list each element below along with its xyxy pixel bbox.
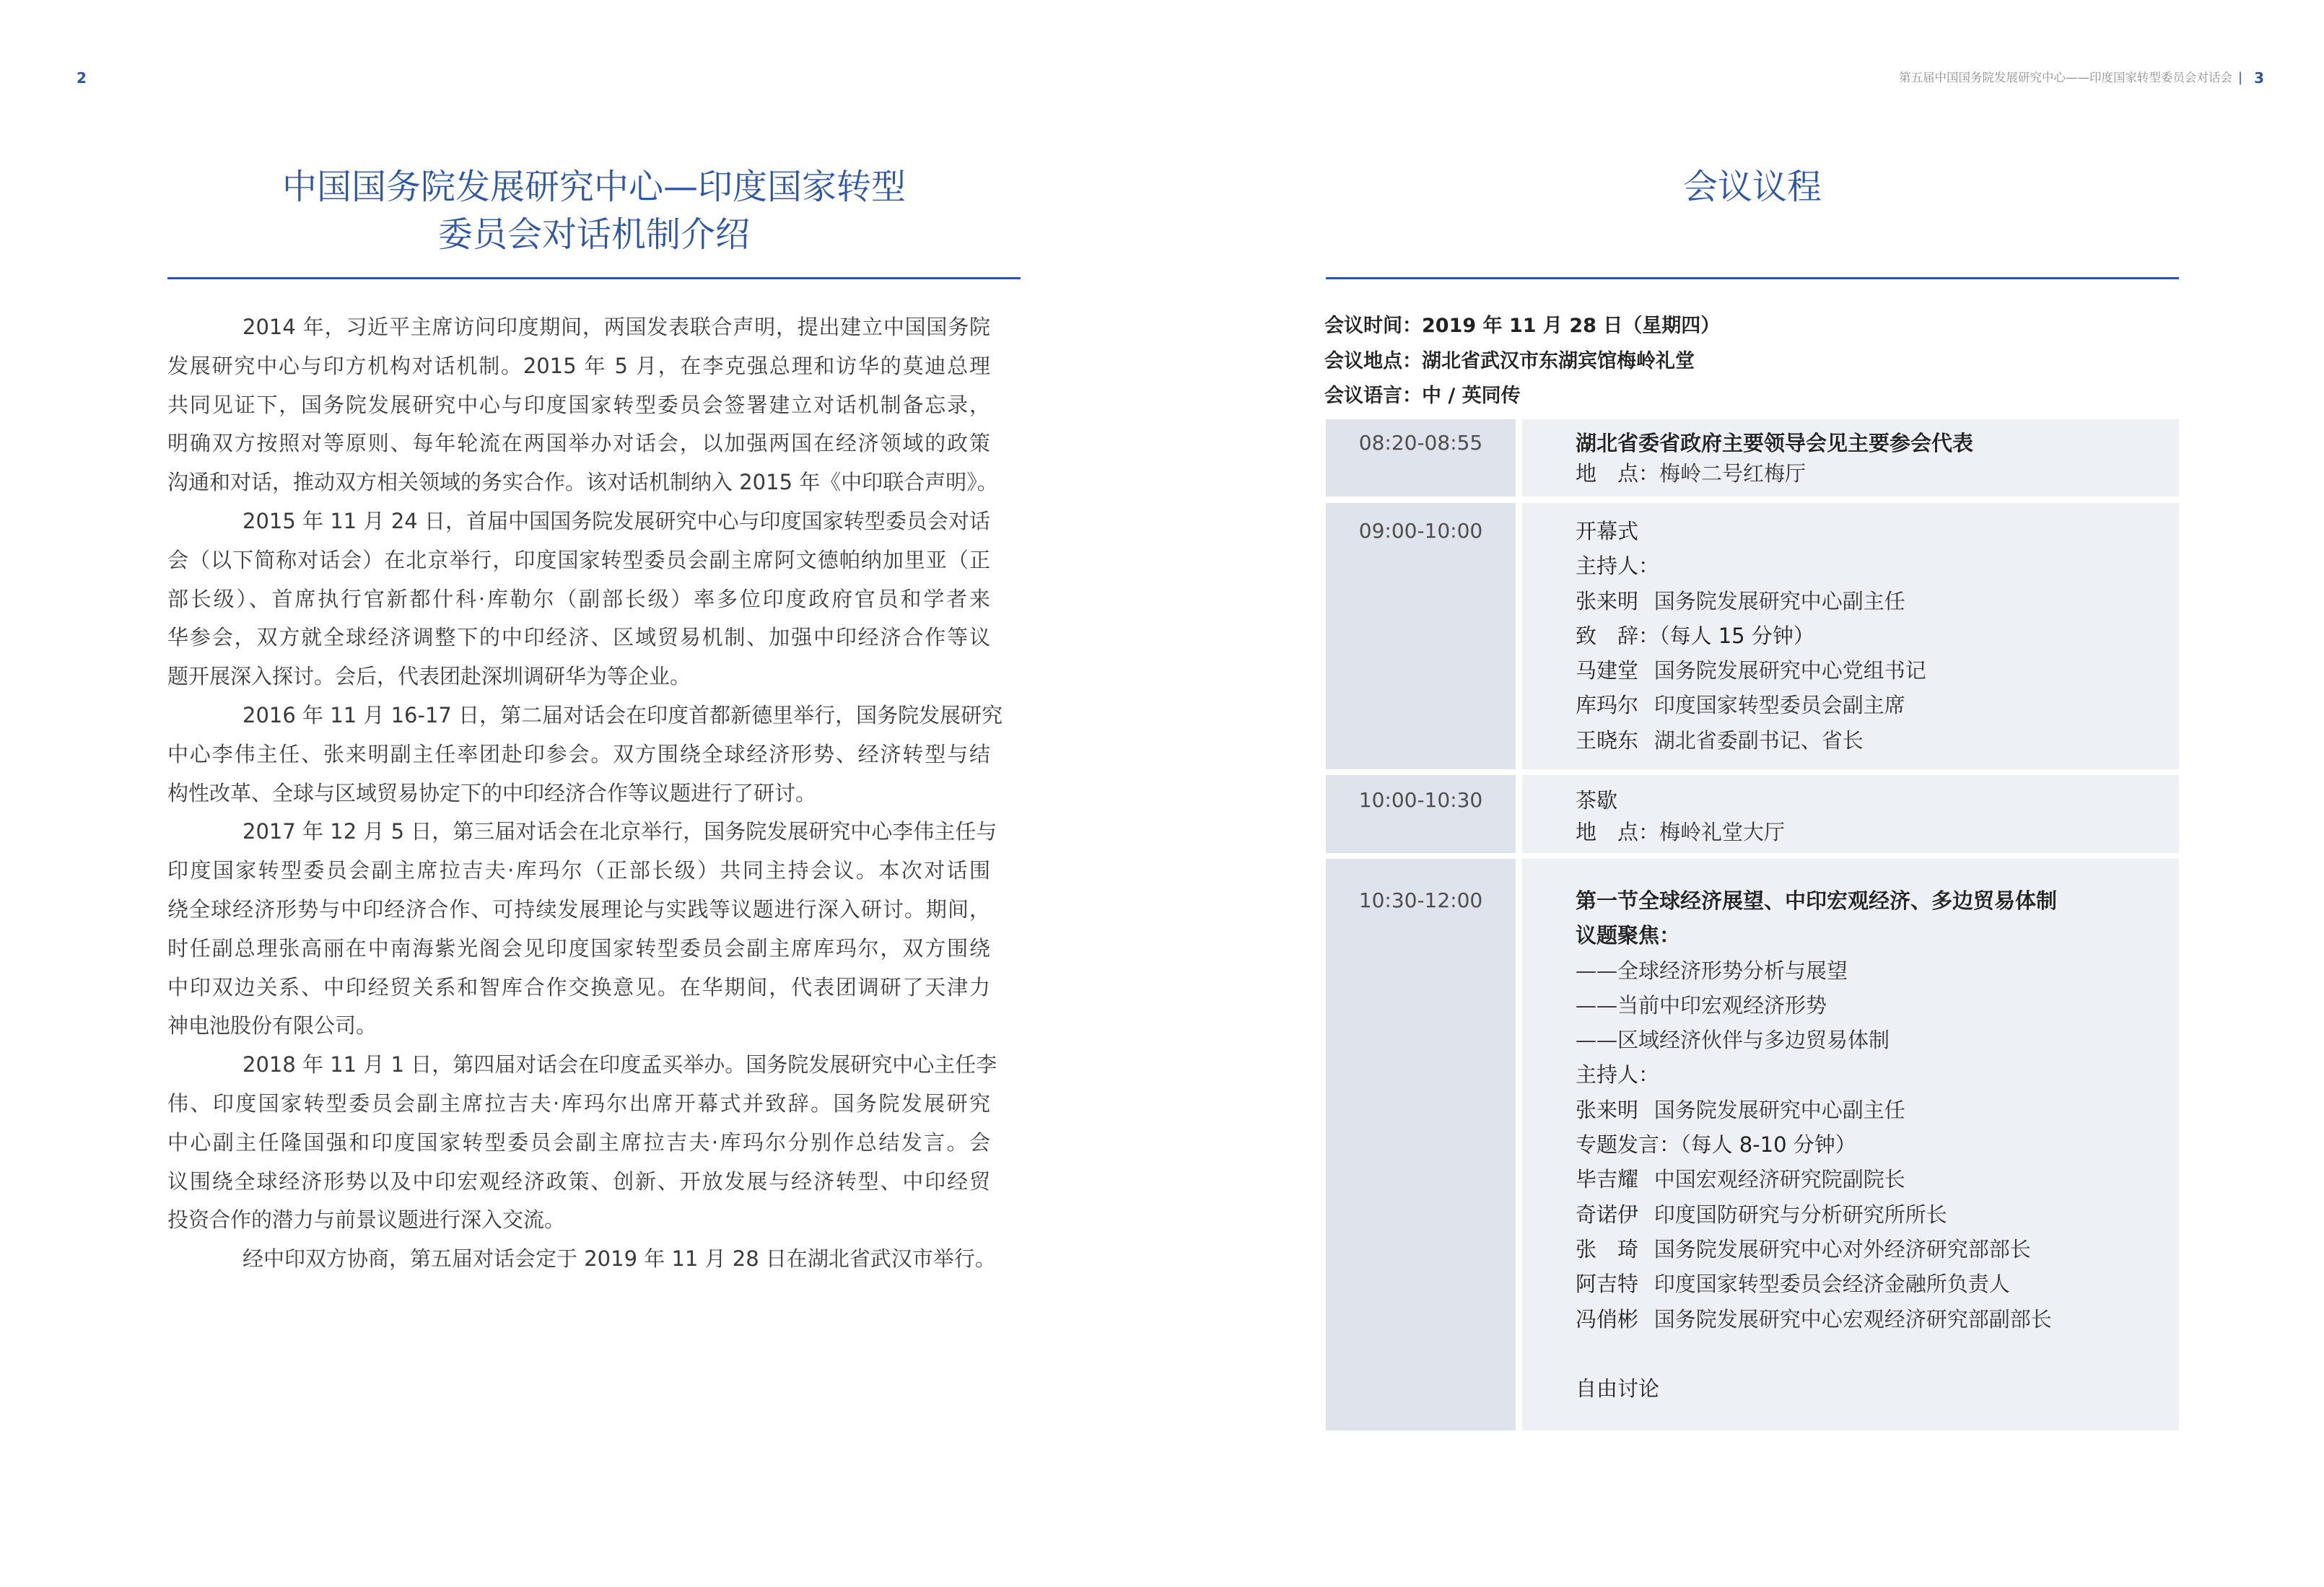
title-divider: [167, 277, 1021, 279]
meeting-venue: [1324, 344, 1720, 380]
page-number: 3: [2254, 69, 2264, 87]
speaker-role: 印度国防研究与分析研究所所长: [1654, 1202, 1947, 1227]
body-line: 中心副主任隆国强和印度国家转型委员会副主席拉吉夫·库玛尔分别作总结发言。会: [167, 1129, 990, 1155]
body-line: 伟、印度国家转型委员会副主席拉吉夫·库玛尔出席开幕式并致辞。国务院发展研究: [167, 1090, 990, 1116]
body-line: 沟通和对话，推动双方相关领域的务实合作。该对话机制纳入 2015 年《中印联合声明》。: [167, 470, 998, 495]
meta-value: 湖北省武汉市东湖宾馆梅岭礼堂: [1422, 349, 1695, 372]
title-divider: [1326, 277, 2179, 279]
topic-line: ——当前中印宏观经济形势: [1576, 992, 1827, 1018]
body-line: 共同见证下，国务院发展研究中心与印度国家转型委员会签署建立对话机制备忘录，: [167, 392, 990, 417]
speaker-line: [1576, 584, 2179, 618]
agenda-item-title: 茶歇: [1576, 788, 1618, 813]
body-line: 发展研究中心与印方机构对话机制。2015 年 5 月，在李克强总理和访华的莫迪总理: [167, 353, 990, 378]
meeting-time: [1324, 309, 1720, 344]
content-cell: [1522, 419, 2179, 497]
body-line: 明确双方按照对等原则、每年轮流在两国举办对话会，以加强两国在经济领域的政策: [167, 431, 990, 456]
body-line: 会（以下简称对话会）在北京举行，印度国家转型委员会副主席阿文德帕纳加里亚（正: [167, 547, 990, 572]
body-line: 绕全球经济形势与中印经济合作、可持续发展理论与实践等议题进行深入研讨。期间，: [167, 896, 990, 922]
paragraph: [167, 813, 997, 1046]
body-line: 印度国家转型委员会副主席拉吉夫·库玛尔（正部长级）共同主持会议。本次对话围: [167, 858, 990, 883]
speaker-role: 湖北省委副书记、省长: [1654, 727, 1864, 753]
paragraph: [167, 1046, 997, 1240]
meeting-info: [1324, 309, 1720, 414]
body-line: 神电池股份有限公司。: [167, 1013, 377, 1039]
content-cell: [1522, 775, 2179, 853]
speaker-line: [1576, 1162, 2179, 1197]
speaker-name: 王晓东: [1576, 727, 1639, 753]
paragraph: [167, 502, 990, 696]
body-line: 2015 年 11 月 24 日，首届中国国务院发展研究中心与印度国家转型委员会对话: [243, 508, 990, 533]
meta-label: 会议时间：: [1324, 315, 1422, 337]
speaker-line: [1576, 1267, 2179, 1301]
paragraph: [167, 696, 1003, 813]
venue-label: 地 点：: [1576, 820, 1660, 844]
venue-line: [1576, 816, 2179, 848]
agenda-item-title: 湖北省委省政府主要领导会见主要参会代表: [1576, 431, 1974, 455]
speaker-name: 马建堂: [1576, 658, 1639, 683]
speaker-role: 国务院发展研究中心宏观经济研究部副部长: [1654, 1306, 2052, 1332]
body-line: 华参会，双方就全球经济调整下的中印经济、区域贸易机制、加强中印经济合作等议: [167, 625, 990, 650]
body-line: 经中印双方协商，第五届对话会定于 2019 年 11 月 28 日在湖北省武汉市举行。: [243, 1246, 996, 1272]
body-line: 中心李伟主任、张来明副主任率团赴印参会。双方围绕全球经济形势、经济转型与结: [167, 741, 990, 766]
meta-label: 会议地点：: [1324, 349, 1422, 372]
section-label: 专题发言：（每人 8-10 分钟）: [1576, 1132, 1856, 1158]
speaker-role: 印度国家转型委员会经济金融所负责人: [1654, 1272, 2010, 1297]
paragraph: [167, 308, 998, 502]
body-line: 投资合作的潜力与前景议题进行深入交流。: [167, 1207, 566, 1233]
speaker-line: [1576, 1302, 2179, 1337]
meeting-language: [1324, 379, 1720, 414]
agenda-item-title: 第一节全球经济展望、中印宏观经济、多边贸易体制: [1576, 888, 2058, 913]
paragraph: [167, 1240, 996, 1279]
speaker-name: 库玛尔: [1576, 693, 1639, 718]
body-line: 时任副总理张高丽在中南海紫光阁会见印度国家转型委员会副主席库玛尔，双方围绕: [167, 935, 990, 961]
venue-line: [1576, 458, 2179, 489]
topic-line: ——全球经济形势分析与展望: [1576, 958, 1848, 983]
time-cell: 10:00-10:30: [1326, 775, 1516, 853]
time-cell: 08:20-08:55: [1326, 419, 1516, 497]
speaker-line: [1576, 688, 2179, 722]
agenda-row: [1326, 503, 2179, 769]
meta-value: 中 / 英同传: [1422, 385, 1521, 407]
agenda-item-title: 开幕式: [1576, 519, 1639, 543]
speaker-line: [1576, 1093, 2179, 1127]
speaker-role: 国务院发展研究中心副主任: [1654, 1097, 1905, 1122]
section-title: [167, 163, 1021, 258]
speaker-name: 奇诺伊: [1576, 1202, 1639, 1227]
speaker-name: 张来明: [1576, 1097, 1639, 1122]
body-line: 题开展深入探讨。会后，代表团赴深圳调研华为等企业。: [167, 664, 691, 689]
speaker-role: 印度国家转型委员会副主席: [1654, 693, 1905, 718]
speaker-name: 毕吉耀: [1576, 1167, 1639, 1192]
speaker-role: 国务院发展研究中心党组书记: [1654, 658, 1926, 683]
section-label: 主持人：: [1576, 554, 1660, 579]
page-number: 2: [77, 69, 87, 87]
agenda-title: 会议议程: [1682, 167, 1822, 207]
body-line: 部长级）、首席执行官新都什科·库勒尔（副部长级）率多位印度政府官员和学者来: [167, 586, 990, 611]
body-line: 中印双边关系、中印经贸关系和智库合作交换意见。在华期间，代表团调研了天津力: [167, 974, 990, 1000]
time-cell: 10:30-12:00: [1326, 859, 1516, 1430]
speaker-role: 中国宏观经济研究院副院长: [1654, 1167, 1905, 1192]
meta-label: 会议语言：: [1324, 385, 1422, 407]
content-cell: [1522, 503, 2179, 769]
section-label: 议题聚焦：: [1576, 923, 1681, 948]
title-line: 委员会对话机制介绍: [437, 214, 750, 255]
body-line: 2017 年 12 月 5 日，第三届对话会在北京举行，国务院发展研究中心李伟主任与: [243, 819, 997, 844]
running-header-title: 第五届中国国务院发展研究中心——印度国家转型委员会对话会: [1899, 71, 2232, 84]
content-cell: [1522, 859, 2179, 1430]
title-line: 中国国务院发展研究中心—印度国家转型: [281, 167, 906, 207]
body-line: 2016 年 11 月 16-17 日，第二届对话会在印度首都新德里举行，国务院发展研究: [243, 702, 1003, 727]
speaker-name: 张 琦: [1576, 1236, 1639, 1262]
agenda-row: [1326, 859, 2179, 1430]
speaker-line: [1576, 723, 2179, 758]
header-separator: |: [2238, 70, 2243, 85]
section-label: 致 辞：（每人 15 分钟）: [1576, 623, 1814, 648]
meta-value: 2019 年 11 月 28 日（星期四）: [1422, 315, 1721, 337]
body-line: 2014 年，习近平主席访问印度期间，两国发表联合声明，提出建立中国国务院: [243, 315, 990, 339]
speaker-name: 阿吉特: [1576, 1272, 1639, 1297]
time-cell: 09:00-10:00: [1326, 503, 1516, 769]
free-discussion: 自由讨论: [1576, 1376, 1660, 1402]
speaker-role: 国务院发展研究中心副主任: [1654, 588, 1905, 613]
venue-value: 梅岭礼堂大厅: [1659, 820, 1786, 844]
body-line: 2018 年 11 月 1 日，第四届对话会在印度孟买举办。国务院发展研究中心主任李: [243, 1052, 997, 1077]
speaker-line: [1576, 1232, 2179, 1267]
speaker-line: [1576, 653, 2179, 688]
topic-line: ——区域经济伙伴与多边贸易体制: [1576, 1028, 1890, 1053]
body-line: 议围绕全球经济形势以及中印宏观经济政策、创新、开放发展与经济转型、中印经贸: [167, 1168, 990, 1194]
running-header: [1899, 67, 2264, 89]
venue-value: 梅岭二号红梅厅: [1659, 461, 1807, 486]
venue-label: 地 点：: [1576, 461, 1660, 486]
section-label: 主持人：: [1576, 1062, 1660, 1088]
speaker-role: 国务院发展研究中心对外经济研究部部长: [1654, 1236, 2031, 1262]
article-body: [167, 308, 1003, 1279]
speaker-name: 张来明: [1576, 588, 1639, 613]
agenda-row: [1326, 775, 2179, 853]
body-line: 构性改革、全球与区域贸易协定下的中印经济合作等议题进行了研讨。: [167, 780, 817, 805]
agenda-row: [1326, 419, 2179, 497]
speaker-name: 冯俏彬: [1576, 1306, 1639, 1332]
speaker-line: [1576, 1197, 2179, 1232]
